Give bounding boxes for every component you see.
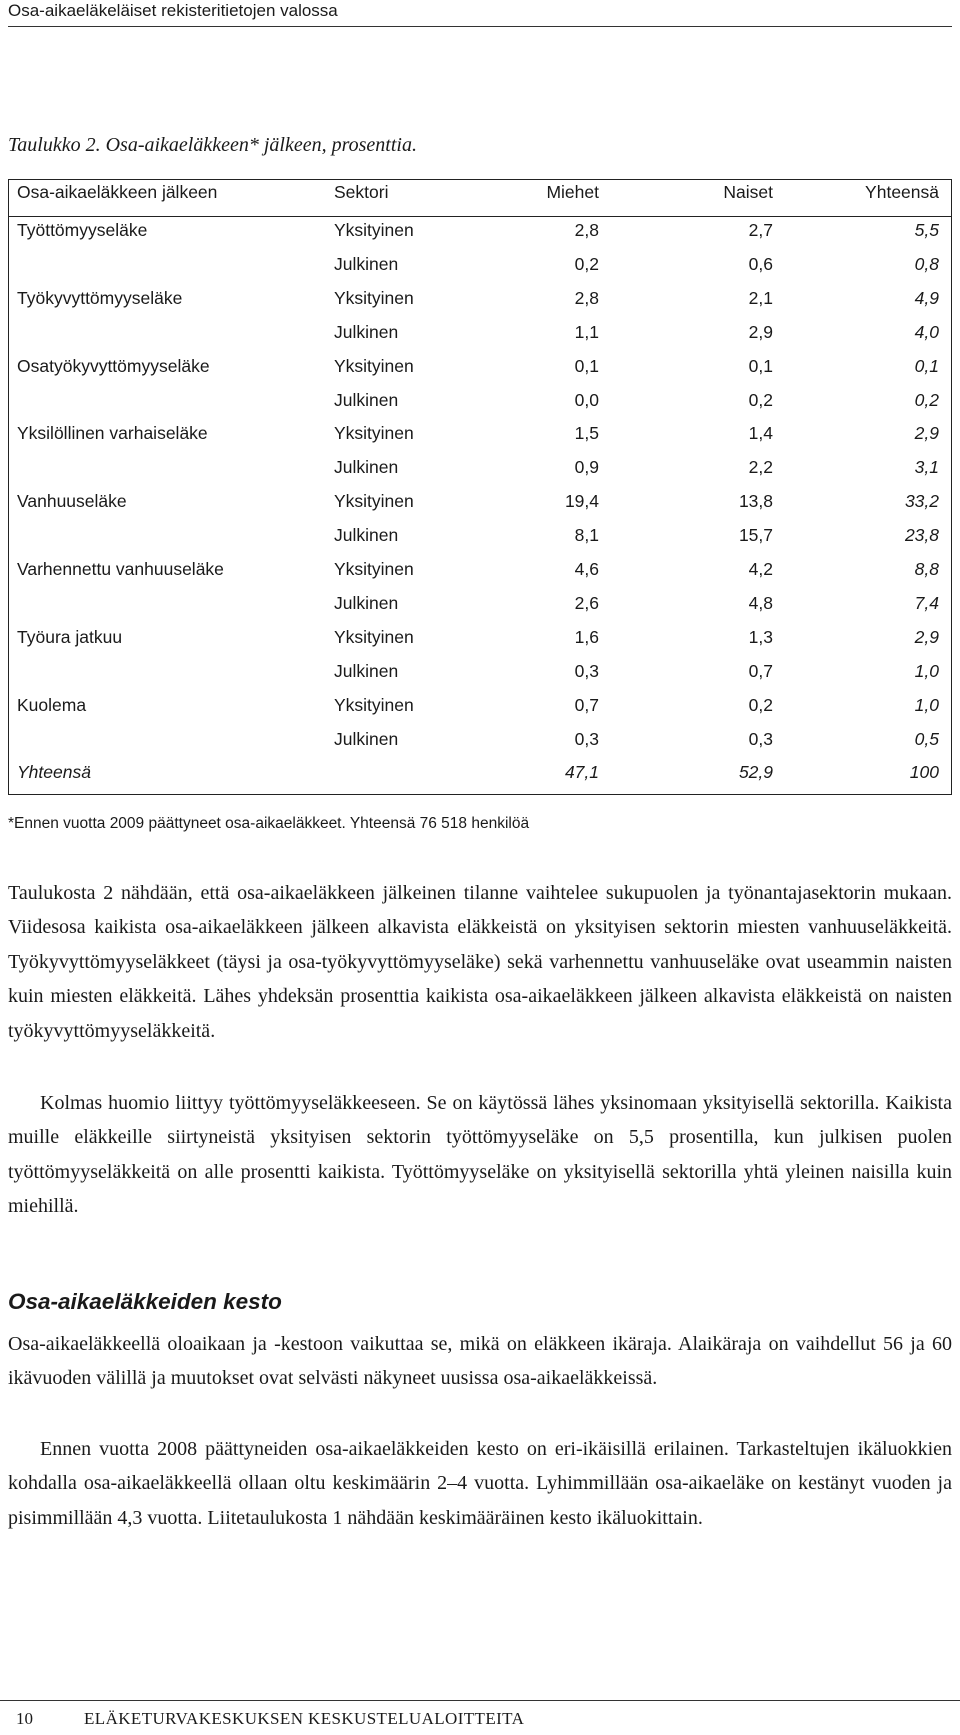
- row-women: 0,6: [748, 253, 773, 274]
- body-paragraph-1: Taulukosta 2 nähdään, että osa-aikaeläkkeen jälkeinen tilanne vaihtelee sukupuolen ja työnantajasektorin mukaan. Viidesosa kaikista osa-aikaeläkkeen jälkeen alkavista eläkkeistä on yksityisen sektorin miesten vanhuuseläkkeitä. Työkyvyttömyyseläkkeet (täysi ja osa-työkyvyttömyyseläke) sekä varhennettu vanhuuseläke ovat useammin naisten kuin miesten eläkkeitä. Lähes yhdeksän prosenttia kaikista osa-aikaeläkkeen jälkeen alkavista eläkkeistä on naisten työkyvyttömyyseläkkeitä.: [8, 882, 952, 1042]
- table-caption: Taulukko 2. Osa-aikaeläkkeen* jälkeen, prosenttia.: [8, 134, 417, 156]
- row-total: 8,8: [914, 559, 939, 579]
- table-row: [9, 625, 951, 658]
- row-men: 2,8: [574, 287, 599, 308]
- header-cell-women: Naiset: [723, 182, 773, 202]
- header-cell-category: Osa-aikaeläkkeen jälkeen: [17, 182, 218, 202]
- table-row: [9, 489, 951, 522]
- row-total: 0,8: [914, 253, 939, 274]
- row-total: 0,5: [914, 728, 939, 749]
- row-sector: Julkinen: [334, 660, 399, 681]
- row-men: 0,1: [574, 355, 599, 376]
- table-row: [9, 591, 951, 624]
- row-women: 2,7: [748, 220, 773, 240]
- row-men: 0,3: [574, 728, 599, 749]
- row-category: Kuolema: [17, 694, 87, 715]
- header-cell-sector: Sektori: [334, 182, 389, 202]
- row-men: 8,1: [574, 525, 599, 546]
- row-men: 2,8: [574, 220, 599, 240]
- row-women: 0,3: [748, 728, 773, 749]
- row-women: 0,2: [748, 389, 773, 410]
- row-women: 15,7: [738, 525, 773, 546]
- row-women: 2,1: [748, 287, 773, 308]
- row-men: 0,0: [574, 389, 599, 410]
- row-women: 4,2: [748, 559, 773, 579]
- row-total: 3,1: [914, 457, 939, 478]
- row-men: 0,9: [574, 457, 599, 478]
- table-row: [9, 523, 951, 556]
- row-men: 19,4: [564, 491, 599, 512]
- header-cell-men: Miehet: [546, 182, 599, 202]
- row-total: 33,2: [904, 491, 939, 512]
- row-women: 1,3: [748, 626, 773, 647]
- row-sector: Yksityinen: [334, 355, 414, 376]
- row-total: 2,9: [914, 626, 939, 647]
- row-total: 4,0: [914, 321, 939, 342]
- row-women: 1,4: [748, 423, 773, 444]
- row-men: 0,3: [574, 660, 599, 681]
- row-sector: Julkinen: [334, 389, 399, 410]
- row-total: 2,9: [914, 423, 939, 444]
- table-row: [9, 659, 951, 692]
- row-men: 1,6: [574, 626, 599, 647]
- table-row: [9, 320, 951, 353]
- table-header-row: [9, 180, 951, 213]
- row-sector: Yksityinen: [334, 491, 414, 512]
- row-sector: Yksityinen: [334, 626, 414, 647]
- row-women: 13,8: [738, 491, 773, 512]
- row-total: 0,2: [914, 389, 939, 410]
- row-total: 4,9: [914, 287, 939, 308]
- row-sector: Julkinen: [334, 457, 399, 478]
- row-sector: Yksityinen: [334, 287, 414, 308]
- data-table: [8, 179, 952, 795]
- row-category: Varhennettu vanhuuseläke: [17, 559, 224, 579]
- total-label: Yhteensä: [17, 762, 91, 783]
- table-row: [9, 252, 951, 285]
- table-row: [9, 455, 951, 488]
- table-row: [9, 693, 951, 726]
- total-women: 52,9: [738, 762, 773, 783]
- row-sector: Yksityinen: [334, 559, 414, 579]
- row-category: Työkyvyttömyyseläke: [17, 287, 183, 308]
- running-head: Osa-aikaeläkeläiset rekisteritietojen valossa: [8, 0, 952, 27]
- page-number: 10: [16, 1709, 33, 1728]
- row-women: 4,8: [748, 592, 773, 613]
- row-sector: Julkinen: [334, 592, 399, 613]
- table-row: [9, 557, 951, 590]
- row-men: 0,2: [574, 253, 599, 274]
- row-sector: Yksityinen: [334, 423, 414, 444]
- row-men: 4,6: [574, 559, 599, 579]
- header-cell-total: Yhteensä: [865, 182, 939, 202]
- total-row: [9, 760, 951, 793]
- row-sector: Julkinen: [334, 321, 399, 342]
- table-row: [9, 354, 951, 387]
- row-women: 0,2: [748, 694, 773, 715]
- total-all: 100: [909, 762, 939, 783]
- page-footer: [0, 1700, 960, 1735]
- table-row: [9, 421, 951, 454]
- row-sector: Julkinen: [334, 728, 399, 749]
- row-category: Työttömyyseläke: [17, 220, 148, 240]
- row-category: Osatyökyvyttömyyseläke: [17, 355, 210, 376]
- section-heading: Osa-aikaeläkkeiden kesto: [8, 1289, 282, 1314]
- row-women: 0,1: [748, 355, 773, 376]
- section-paragraph-2: Ennen vuotta 2008 päättyneiden osa-aikaeläkkeiden kesto on eri-ikäisillä erilainen. Tarkasteltujen ikäluokkien kohdalla osa-aikaeläkkeellä ollaan oltu keskimäärin 2–4 vuotta. Lyhimmillään osa-aikaeläke on kestänyt vuoden ja pisimmillään 4,3 vuotta. Liitetaulukosta 1 nähdään keskimääräinen kesto ikäluokittain.: [8, 1438, 952, 1529]
- table-row: [9, 286, 951, 319]
- total-men: 47,1: [564, 762, 599, 783]
- row-category: Vanhuuseläke: [17, 491, 127, 512]
- row-category: Työura jatkuu: [17, 626, 123, 647]
- table-row: [9, 218, 951, 251]
- row-total: 23,8: [904, 525, 939, 546]
- row-women: 0,7: [748, 660, 773, 681]
- row-sector: Yksityinen: [334, 220, 414, 240]
- row-sector: Julkinen: [334, 525, 399, 546]
- row-total: 1,0: [914, 660, 939, 681]
- header-divider: [9, 216, 951, 217]
- row-men: 2,6: [574, 592, 599, 613]
- row-men: 0,7: [574, 694, 599, 715]
- publication-title: ELÄKETURVAKESKUKSEN KESKUSTELUALOITTEITA: [84, 1709, 525, 1728]
- row-men: 1,5: [574, 423, 599, 444]
- row-sector: Julkinen: [334, 253, 399, 274]
- row-men: 1,1: [574, 321, 599, 342]
- row-women: 2,9: [748, 321, 773, 342]
- row-total: 5,5: [914, 220, 939, 240]
- row-total: 0,1: [914, 355, 939, 376]
- section-paragraph-1: Osa-aikaeläkkeellä oloaikaan ja -kestoon vaikuttaa se, mikä on eläkkeen ikäraja. Alaikäraja on vaihdellut 56 ja 60 ikävuoden välillä ja muutokset ovat selvästi näkyneet uusissa osa-aikaeläkkeissä.: [8, 1333, 952, 1390]
- table-row: [9, 727, 951, 760]
- row-total: 7,4: [914, 592, 939, 613]
- row-category: Yksilöllinen varhaiseläke: [17, 423, 208, 444]
- table-footnote: *Ennen vuotta 2009 päättyneet osa-aikaeläkkeet. Yhteensä 76 518 henkilöä: [8, 815, 530, 832]
- body-paragraph-2: Kolmas huomio liittyy työttömyyseläkkeeseen. Se on käytössä lähes yksinomaan yksityisellä sektorilla. Kaikista muille eläkkeille siirtyneistä yksityisen sektorin työttömyyseläke on 5,5 prosentilla, kun julkisen puolen työttömyyseläkkeitä on alle prosentti kaikista. Työttömyyseläke on yksityisellä sektorilla yhtä yleinen naisilla kuin miehillä.: [8, 1092, 952, 1218]
- table-row: [9, 388, 951, 421]
- row-women: 2,2: [748, 457, 773, 478]
- row-sector: Yksityinen: [334, 694, 414, 715]
- row-total: 1,0: [914, 694, 939, 715]
